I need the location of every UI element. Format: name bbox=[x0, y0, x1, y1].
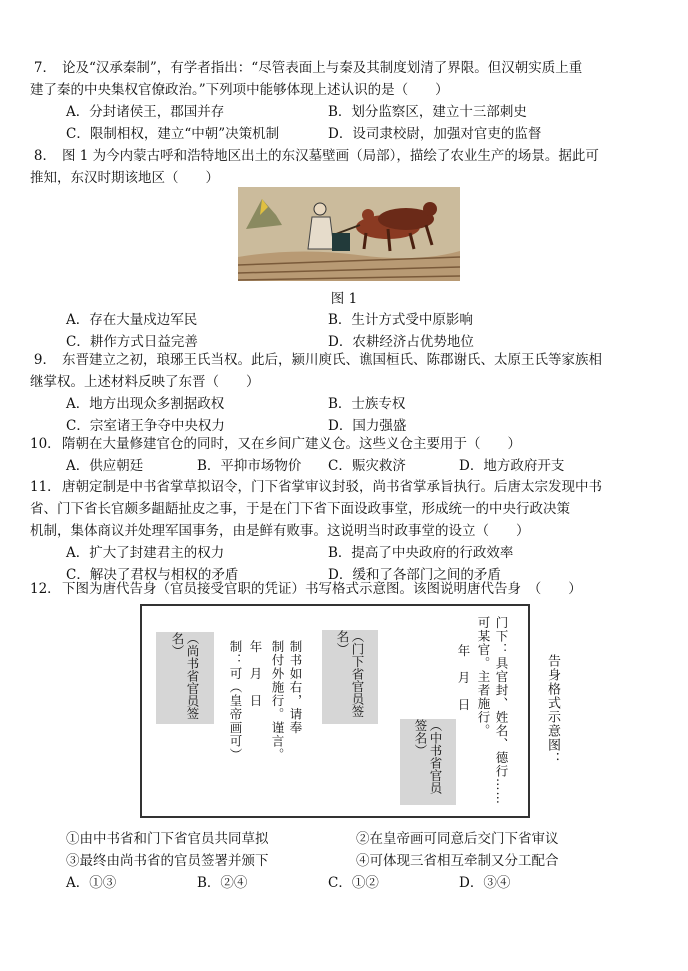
question-stem: 唐朝定制是中书省掌草拟诏令，门下省掌审议封驳，尚书省掌承旨执行。后唐太宗发现中书 bbox=[62, 479, 602, 495]
option-d[interactable]: D．缓和了各部门之间的矛盾 bbox=[328, 567, 501, 583]
question-stem: 下图为唐代告身（官员接受官职的凭证）书写格式示意图。该图说明唐代告身 （ ） bbox=[62, 581, 582, 597]
option-a[interactable]: A．地方出现众多割据政权 bbox=[66, 396, 225, 412]
option-b[interactable]: B．②④ bbox=[197, 875, 248, 891]
options-row bbox=[30, 123, 648, 145]
question-number: 11． bbox=[30, 479, 61, 495]
options-row bbox=[30, 101, 648, 123]
stamp-shangshu: （尚书省官员签名） bbox=[156, 632, 214, 724]
question-stem: 隋朝在大量修建官仓的同时，又在乡间广建义仓。这些义仓主要用于（ ） bbox=[62, 436, 521, 452]
question-stem: 图 1 为今内蒙古呼和浩特地区出土的东汉墓壁画（局部），描绘了农业生产的场景。据此可 bbox=[62, 148, 599, 164]
question-8-options bbox=[30, 309, 648, 353]
question-stem: 论及“汉承秦制”，有学者指出：“尽管表面上与秦及其制度划清了界限。但汉朝实质上重 bbox=[62, 60, 583, 76]
option-b[interactable]: B．生计方式受中原影响 bbox=[328, 312, 473, 328]
statement-1: ①由中书省和门下省官员共同草拟 bbox=[66, 831, 269, 847]
question-number: 7． bbox=[33, 60, 56, 76]
question-10 bbox=[30, 433, 648, 477]
statement-3: ③最终由尚书省的官员签署并颁下 bbox=[66, 853, 269, 869]
question-stem-continued: 机制，集体商议并处理军国事务，由是鲜有败事。这说明当时政事堂的设立（ ） bbox=[30, 523, 530, 539]
option-a[interactable]: A．供应朝廷 bbox=[66, 458, 144, 474]
diagram-col-zhishu: 制书如右，请奉 bbox=[288, 640, 303, 735]
statements-row bbox=[30, 828, 648, 850]
option-c[interactable]: C．解决了君权与相权的矛盾 bbox=[66, 567, 239, 583]
option-c[interactable]: C．①② bbox=[328, 875, 379, 891]
option-c[interactable]: C．赈灾救济 bbox=[328, 458, 406, 474]
option-a[interactable]: A．①③ bbox=[66, 875, 117, 891]
question-7 bbox=[30, 57, 648, 145]
question-number: 12． bbox=[30, 581, 61, 597]
option-b[interactable]: B．提高了中央政府的行政效率 bbox=[328, 545, 514, 561]
mural-figure bbox=[238, 187, 460, 281]
options-row bbox=[30, 309, 648, 331]
option-d[interactable]: D．国力强盛 bbox=[328, 418, 407, 434]
option-c[interactable]: C．耕作方式日益完善 bbox=[66, 334, 198, 350]
options-row bbox=[30, 542, 648, 564]
gaoshen-format-diagram bbox=[140, 604, 530, 818]
diagram-col-date1: 年 月 日 bbox=[456, 644, 471, 712]
stamp-menxia: （门下省官员签名） bbox=[322, 630, 378, 724]
question-stem-continued: 省、门下省长官颇多龃龉扯皮之事，于是在门下省下面设政事堂，形成统一的中央行政决策 bbox=[30, 501, 570, 517]
statement-2: ②在皇帝画可同意后交门下省审议 bbox=[356, 831, 559, 847]
stamp-zhongshu: （中书省官员签名） bbox=[400, 719, 456, 805]
option-b[interactable]: B．士族专权 bbox=[328, 396, 406, 412]
option-c[interactable]: C．限制相权，建立“中朝”决策机制 bbox=[66, 126, 280, 142]
statements-row bbox=[30, 850, 648, 872]
question-number: 9． bbox=[33, 352, 56, 368]
option-a[interactable]: A．存在大量戍边军民 bbox=[66, 312, 198, 328]
mural-image bbox=[238, 187, 460, 281]
diagram-col-fuwai: 制付外施行。谨言。 bbox=[270, 640, 285, 762]
option-d[interactable]: D．设司隶校尉，加强对官吏的监督 bbox=[328, 126, 542, 142]
diagram-col-date2: 年 月 日 bbox=[248, 640, 263, 708]
statement-4: ④可体现三省相互牵制又分工配合 bbox=[356, 853, 559, 869]
diagram-title: 告身格式示意图： bbox=[545, 654, 560, 766]
diagram-col-zhike: 制：可（皇帝画可） bbox=[228, 640, 243, 762]
diagram-col-kemou: 可某官。主者施行。 bbox=[476, 616, 491, 738]
question-number: 8． bbox=[33, 148, 56, 164]
options-row bbox=[30, 393, 648, 415]
option-d[interactable]: D．③④ bbox=[459, 875, 511, 891]
question-number: 10． bbox=[30, 436, 61, 452]
option-b[interactable]: B．平抑市场物价 bbox=[197, 458, 302, 474]
question-stem-continued: 建了秦的中央集权官僚政治。”下列项中能够体现上述认识的是（ ） bbox=[30, 82, 449, 98]
question-8 bbox=[30, 145, 648, 189]
option-d[interactable]: D．农耕经济占优势地位 bbox=[328, 334, 474, 350]
question-9 bbox=[30, 349, 648, 437]
options-row bbox=[30, 455, 648, 477]
option-b[interactable]: B．划分监察区，建立十三部刺史 bbox=[328, 104, 527, 120]
option-c[interactable]: C．宗室诸王争夺中央权力 bbox=[66, 418, 225, 434]
diagram-col-menxia: 门下：具官封、姓名、德行…… bbox=[494, 616, 509, 805]
question-stem: 东晋建立之初，琅琊王氏当权。此后，颍川庾氏、谯国桓氏、陈郡谢氏、太原王氏等家族相 bbox=[62, 352, 602, 368]
question-12-statements bbox=[30, 828, 648, 894]
question-11 bbox=[30, 476, 648, 586]
figure-caption: 图 1 bbox=[330, 291, 358, 307]
question-stem-continued: 推知，东汉时期该地区（ ） bbox=[30, 170, 219, 186]
option-d[interactable]: D．地方政府开支 bbox=[459, 458, 565, 474]
options-row bbox=[30, 872, 648, 894]
option-a[interactable]: A．分封诸侯王，郡国并存 bbox=[66, 104, 225, 120]
question-12 bbox=[30, 578, 648, 600]
option-a[interactable]: A．扩大了封建君主的权力 bbox=[66, 545, 225, 561]
question-stem-continued: 继掌权。上述材料反映了东晋（ ） bbox=[30, 374, 260, 390]
